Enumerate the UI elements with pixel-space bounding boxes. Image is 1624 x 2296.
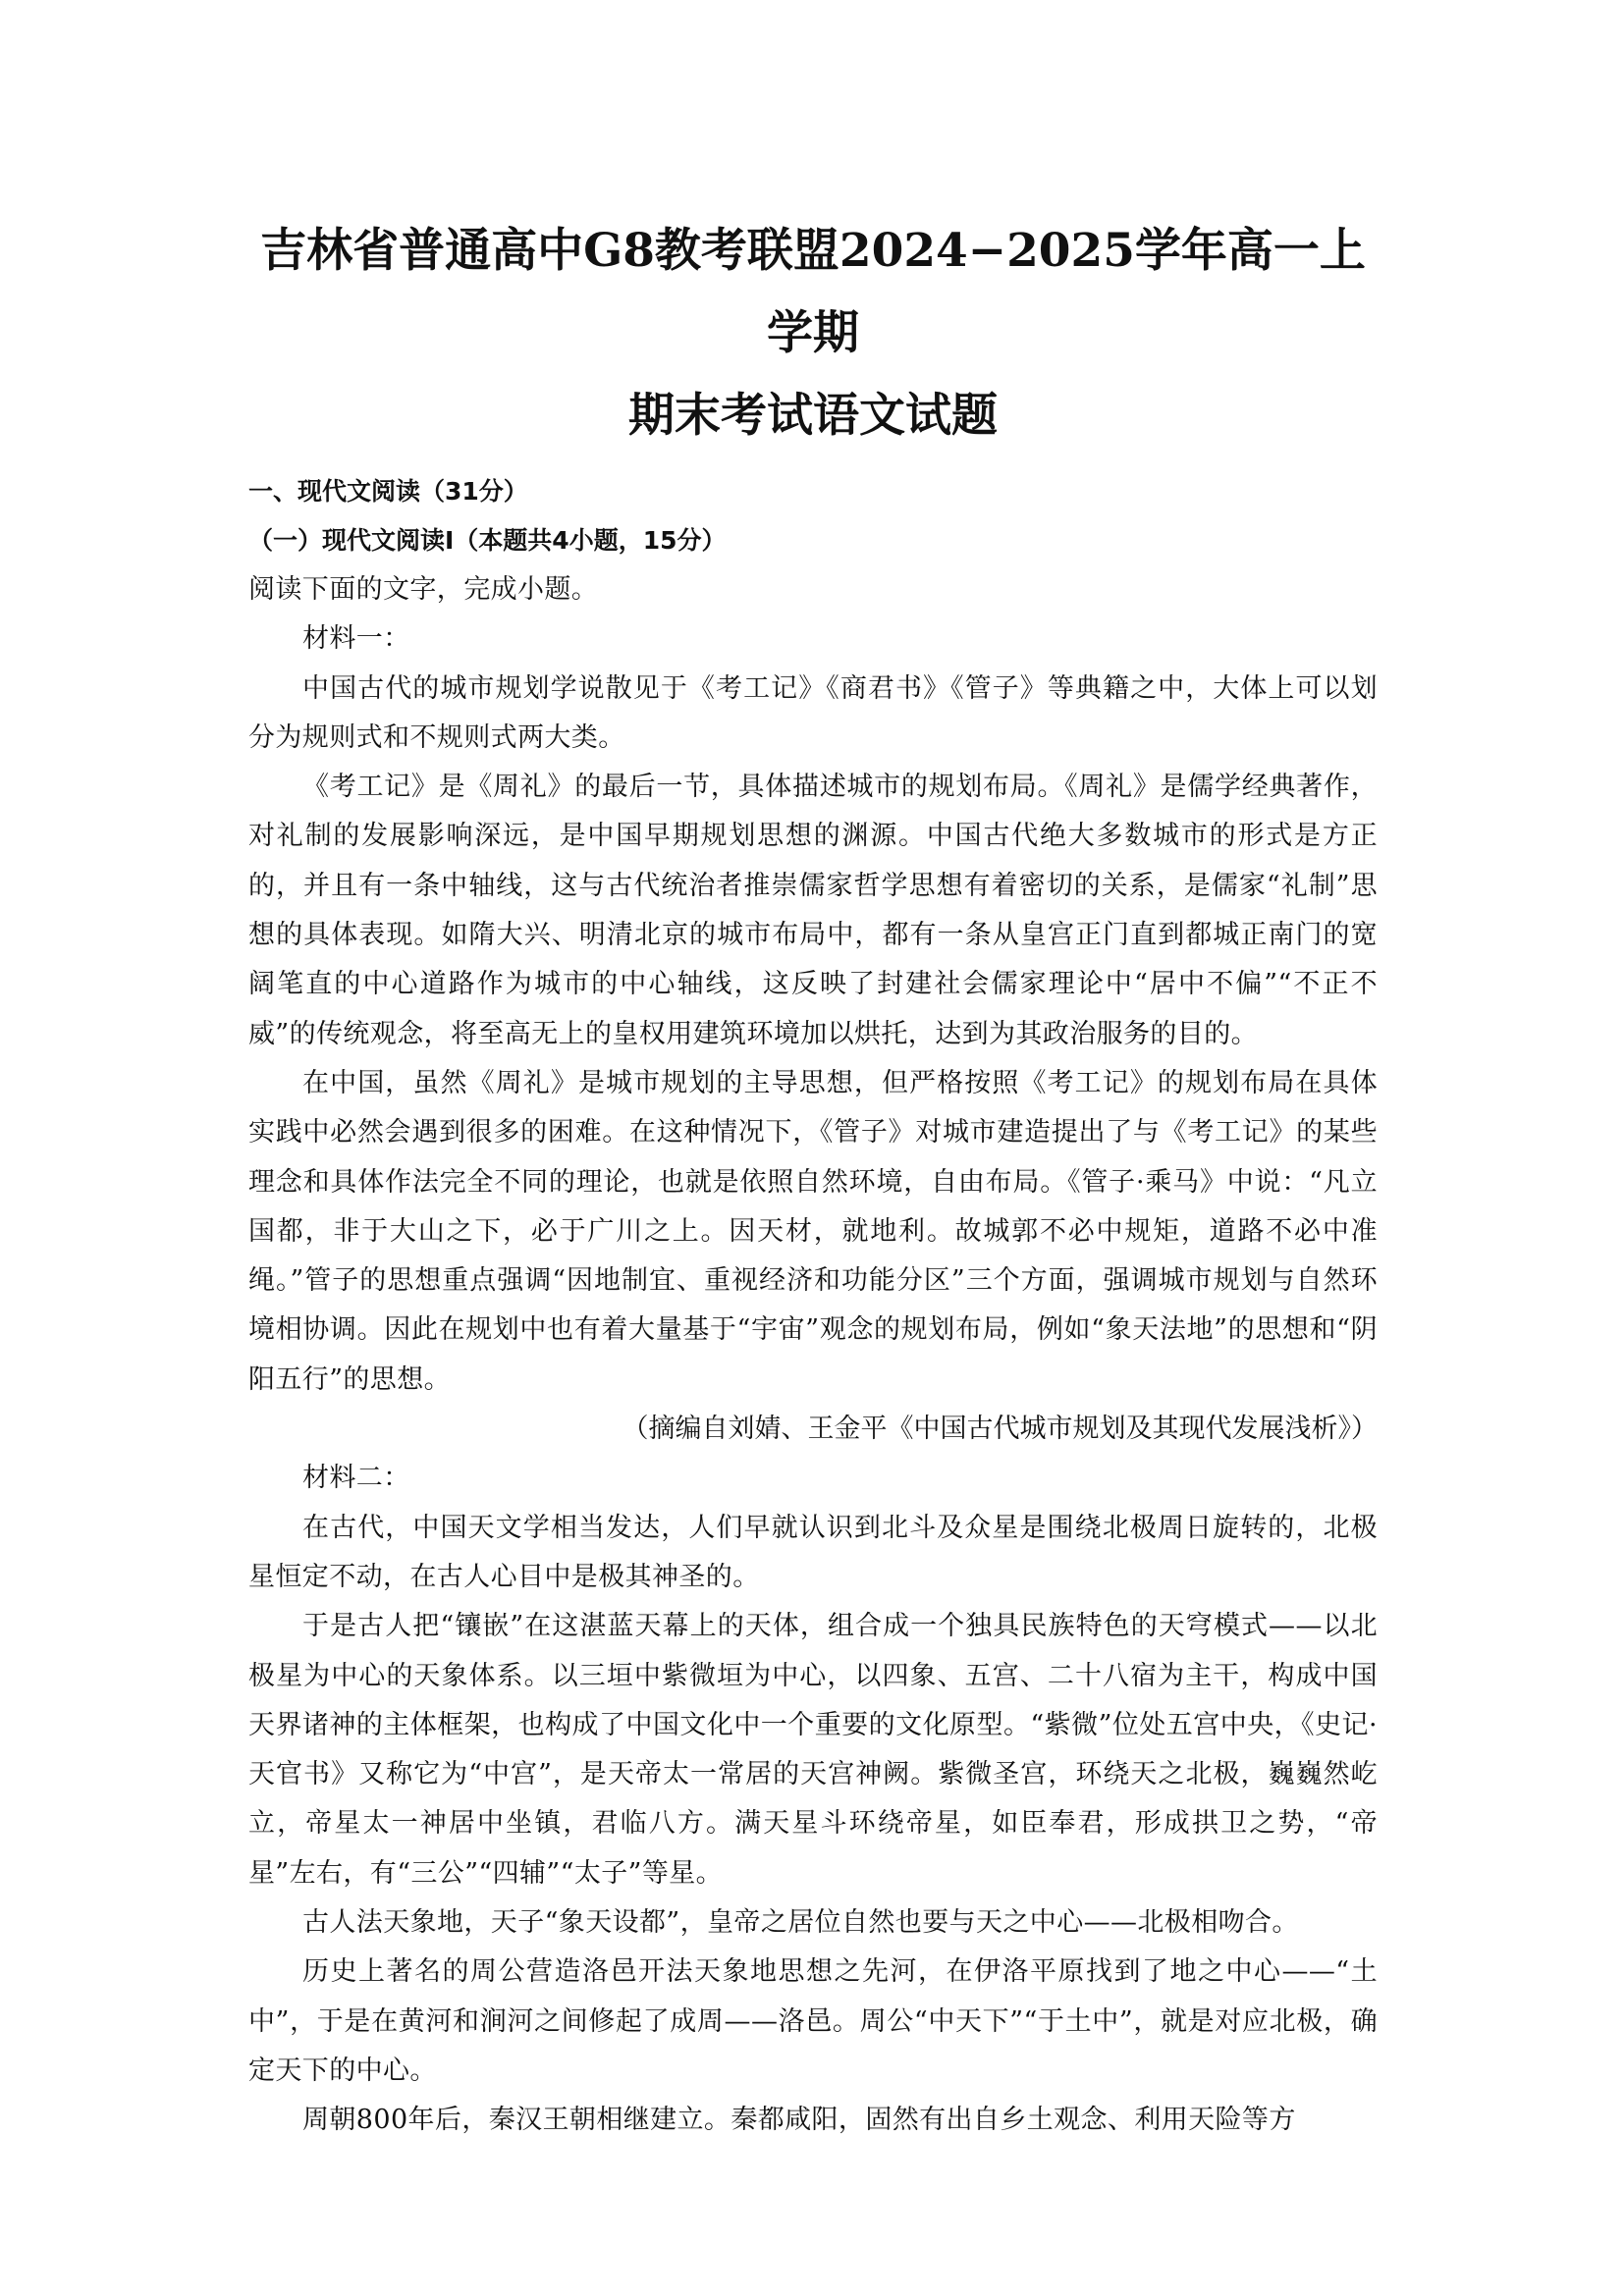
material-two-paragraph: 古人法天象地，天子“象天设都”，皇帝之居位自然也要与天之中心——北极相吻合。 xyxy=(302,1907,1299,1939)
material-two-paragraph: 于是古人把“镶嵌”在这湛蓝天幕上的天体，组合成一个独具民族特色的天穹模式——以北极星为中心的天象体系。以三垣中紫微垣为中心，以四象、五宫、二十八宿为主干，构成中国天界诸神的主体框架，也构成了中国文化中一个重要的文化原型。“紫微”位处五宫中央，《史记·天官书》又称它为“中宫”，是天帝太一常居的天宫神阙。紫微圣宫，环绕天之北极，巍巍然屹立，帝星太一神居中坐镇，君临八方。满天星斗环绕帝星，如臣奉君，形成拱卫之势，“帝星”左右，有“三公”“四辅”“太子”等星。 xyxy=(248,1611,1378,1889)
material-two-paragraph: 历史上著名的周公营造洛邑开法天象地思想之先河，在伊洛平原找到了地之中心——“土中”，于是在黄河和涧河之间修起了成周——洛邑。周公“中天下”“于土中”，就是对应北极，确定天下的中心。 xyxy=(248,1956,1378,2086)
material-two-paragraph: 周朝800年后，秦汉王朝相继建立。秦都咸阳，固然有出自乡土观念、利用天险等方 xyxy=(302,2105,1296,2136)
page-content xyxy=(248,210,1378,2146)
material-two-paragraph: 在古代，中国天文学相当发达，人们早就认识到北斗及众星是围绕北极周日旋转的，北极星恒定不动，在古人心目中是极其神圣的。 xyxy=(248,1512,1378,1592)
material-one-paragraph: 在中国，虽然《周礼》是城市规划的主导思想，但严格按照《考工记》的规划布局在具体实践中必然会遇到很多的困难。在这种情况下，《管子》对城市建造提出了与《考工记》的某些理念和具体作法完全不同的理论，也就是依照自然环境，自由布局。《管子·乘马》中说：“凡立国都，非于大山之下，必于广川之上。因天材，就地利。故城郭不必中规矩，道路不必中准绳。”管子的思想重点强调“因地制宜、重视经济和功能分区”三个方面，强调城市规划与自然环境相协调。因此在规划中也有着大量基于“宇宙”观念的规划布局，例如“象天法地”的思想和“阴阳五行”的思想。 xyxy=(248,1067,1378,1395)
section-heading: 一、现代文阅读（31分） xyxy=(248,477,528,506)
material-two-label: 材料二： xyxy=(302,1463,410,1494)
subsection-heading: （一）现代文阅读Ⅰ（本题共4小题，15分） xyxy=(248,526,727,555)
instruction-text: 阅读下面的文字，完成小题。 xyxy=(248,574,599,605)
material-one-source: （摘编自刘婧、王金平《中国古代城市规划及其现代发展浅析》） xyxy=(622,1414,1378,1445)
material-one-paragraph: 《考工记》是《周礼》的最后一节，具体描述城市的规划布局。《周礼》是儒学经典著作，对礼制的发展影响深远，是中国早期规划思想的渊源。中国古代绝大多数城市的形式是方正的，并且有一条中轴线，这与古代统治者推崇儒家哲学思想有着密切的关系，是儒家“礼制”思想的具体表现。如隋大兴、明清北京的城市布局中，都有一条从皇宫正门直到都城正南门的宽阔笔直的中心道路作为城市的中心轴线，这反映了封建社会儒家理论中“居中不偏”“不正不威”的传统观念，将至高无上的皇权用建筑环境加以烘托，达到为其政治服务的目的。 xyxy=(248,772,1378,1049)
material-one-paragraph: 中国古代的城市规划学说散见于《考工记》《商君书》《管子》等典籍之中，大体上可以划分为规则式和不规则式两大类。 xyxy=(248,672,1378,753)
page-title-line-1: 吉林省普通高中G8教考联盟2024−2025学年高一上学期 xyxy=(260,224,1366,360)
page-title-line-2: 期末考试语文试题 xyxy=(628,389,998,443)
material-one-label: 材料一： xyxy=(302,623,410,655)
